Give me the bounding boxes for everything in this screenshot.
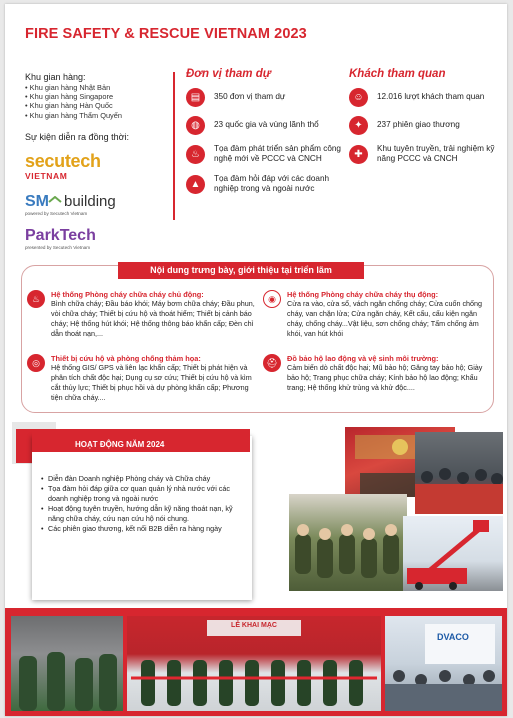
seminar-icon: ▲ bbox=[186, 175, 205, 194]
visitors-icon: ☺ bbox=[349, 88, 368, 107]
list-item: • Tọa đàm hỏi đáp giữa cơ quan quản lý nhà nước với các doanh nghiệp trong và ngoài nước bbox=[41, 484, 246, 504]
visitors-column bbox=[349, 68, 504, 174]
photo-illustration bbox=[415, 432, 503, 514]
booth-photo bbox=[385, 616, 502, 711]
stat-item: ☺ 12.016 lượt khách tham quan bbox=[349, 88, 504, 107]
photo-illustration bbox=[11, 616, 123, 711]
lifebuoy-icon: ◎ bbox=[27, 354, 45, 372]
exhibitor-icon: ▤ bbox=[186, 88, 205, 107]
fire-truck-photo bbox=[403, 516, 503, 591]
stat-item: ▲ Tọa đàm hỏi đáp với các doanh nghiệp trong và ngoài nước bbox=[186, 174, 346, 195]
stat-item: ✦ 237 phiên giao thương bbox=[349, 116, 504, 135]
audience-photo bbox=[289, 494, 407, 591]
handshake-icon: ✦ bbox=[349, 116, 368, 135]
training-icon: ✚ bbox=[349, 145, 368, 164]
list-item: • Khu gian hàng Nhật Bản bbox=[25, 83, 170, 92]
booth-sign-text: DVACO bbox=[437, 632, 469, 642]
exhibit-item: ♨ Hệ thống Phòng cháy chữa cháy chủ động: Bình chữa cháy; Đầu báo khói; Máy bơm chữa cháy; Đầu phun, vòi chữa cháy; Thiết bị cứu hộ và thoát hiểm; Thiết bị cảnh báo cháy; Hệ thống hút khói; Hệ thống thông báo khẩn cấp; Đèn chỉ dẫn thoát nạn,... bbox=[27, 290, 255, 339]
helmet-icon: ⛑ bbox=[263, 354, 281, 372]
photo-illustration bbox=[385, 616, 502, 711]
concurrent-events-label: Sự kiện diễn ra đồng thời: bbox=[25, 131, 129, 142]
list-item: • Các phiên giao thương, kết nối B2B diễn ra hàng ngày bbox=[41, 524, 246, 534]
exhibitors-heading: Đơn vị tham dự bbox=[186, 68, 271, 80]
exhibit-item: ◎ Thiết bị cứu hộ và phòng chống thảm họa: Hệ thống GIS/ GPS và liên lạc khẩn cấp; Thiết bị phát hiện và phân tích chất độc hại; Dụng cụ sơ cứu; Thiết bị cứu hộ và kìm cắt thủy lực; Thiết bị phục hồi và dự phòng khẩn cấp; Phương tiện chữa cháy.... bbox=[27, 354, 255, 403]
pavilions-label: Khu gian hàng: bbox=[25, 72, 86, 82]
stat-item: ◍ 23 quốc gia và vùng lãnh thổ bbox=[186, 116, 346, 135]
photo-illustration bbox=[127, 616, 381, 711]
photo-illustration bbox=[403, 516, 503, 591]
smbuilding-logo: SM building powered by Secutech Vietnam bbox=[25, 192, 116, 216]
brochure-page bbox=[5, 4, 507, 716]
divider bbox=[173, 72, 175, 220]
activities-title: HOẠT ĐỘNG NĂM 2024 bbox=[75, 440, 165, 449]
list-item: • Khu gian hàng Hàn Quốc bbox=[25, 101, 170, 110]
left-info-column bbox=[25, 72, 170, 250]
visitors-heading: Khách tham quan bbox=[349, 68, 446, 80]
extinguisher-icon: ♨ bbox=[27, 290, 45, 308]
house-icon bbox=[48, 196, 62, 208]
stat-item: ♨ Tọa đàm phát triển sản phẩm công nghệ mới về PCCC và CNCH bbox=[186, 144, 346, 165]
fire-icon: ♨ bbox=[186, 145, 205, 164]
secutech-logo: secutech VIETNAM bbox=[25, 150, 101, 181]
list-item: • Khu gian hàng Thẩm Quyến bbox=[25, 111, 170, 120]
ribbon-cutting-photo bbox=[127, 616, 381, 711]
activities-list bbox=[41, 474, 246, 534]
exhibitors-column bbox=[186, 68, 346, 204]
list-item: • Hoạt động tuyên truyền, hướng dẫn kỹ năng thoát nạn, kỹ năng chữa cháy, cứu nạn cứu hộ nói chung. bbox=[41, 504, 246, 524]
parktech-logo: ParkTech presented by Secutech Vietnam bbox=[25, 226, 96, 250]
smoke-detector-icon: ◉ bbox=[263, 290, 281, 308]
list-item: • Diễn đàn Doanh nghiệp Phòng cháy và Chữa cháy bbox=[41, 474, 246, 484]
list-item: • Khu gian hàng Singapore bbox=[25, 92, 170, 101]
stat-item: ✚ Khu tuyên truyền, trải nghiệm kỹ năng PCCC và CNCH bbox=[349, 144, 504, 165]
visitors-photo bbox=[11, 616, 123, 711]
pavilions-list bbox=[25, 83, 170, 120]
stage-banner-text: LỄ KHAI MẠC bbox=[231, 622, 277, 629]
stat-item: ▤ 350 đơn vị tham dự bbox=[186, 88, 346, 107]
crowd-photo bbox=[415, 432, 503, 514]
globe-icon: ◍ bbox=[186, 116, 205, 135]
exhibits-banner: Nội dung trưng bày, giới thiệu tại triển lãm bbox=[118, 262, 364, 279]
photo-illustration bbox=[289, 494, 407, 591]
exhibit-item: ◉ Hệ thống Phòng cháy chữa cháy thụ động: Cửa ra vào, cửa sổ, vách ngăn chống cháy; Cửa cuốn chống cháy, van chặn lửa; Cửa ngăn cháy, Kết cấu, cấu kiện ngăn cháy, chống cháy...Vật liệu, sơn chống cháy; Tấm chống ảm khói, van hút khói bbox=[263, 290, 491, 339]
exhibit-item: ⛑ Đồ bảo hộ lao động và vệ sinh môi trường: Cảm biến dò chất độc hại; Mũ bảo hộ; Găng tay bảo hộ; Giày bảo hộ; Trang phục chữa cháy; Kính bảo hộ lao động; Khẩu trang; Hệ thống khử trùng và khử độc.... bbox=[263, 354, 491, 393]
page-title: FIRE SAFETY & RESCUE VIETNAM 2023 bbox=[25, 26, 307, 42]
